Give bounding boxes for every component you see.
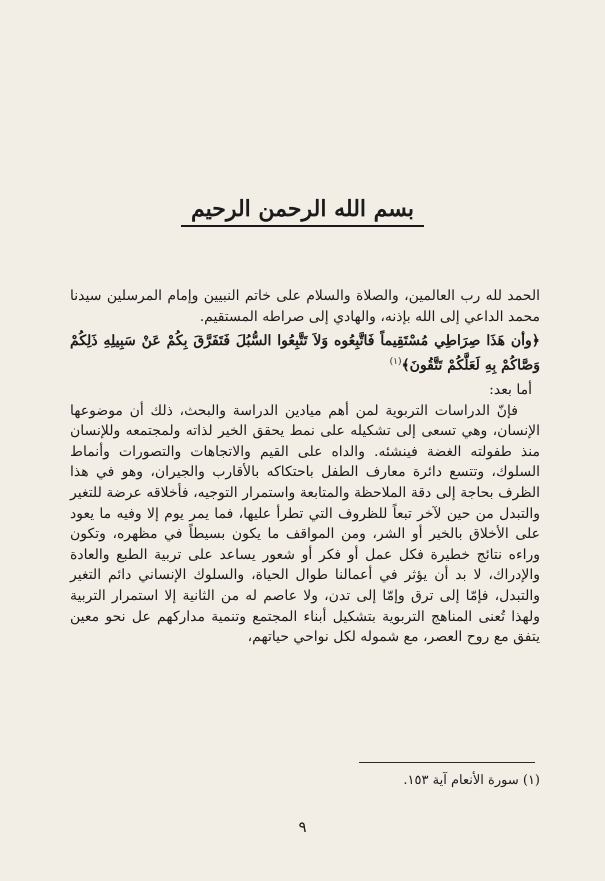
- basmala-text: بسم الله الرحمن الرحيم: [181, 196, 424, 227]
- quran-verse: [70, 331, 540, 376]
- amma-baad: أما بعد:: [489, 382, 532, 399]
- footnote-divider: [359, 762, 535, 763]
- basmala-heading: [0, 196, 605, 227]
- verse-text: ﴿وأن هَذَا صِرَاطِي مُسْتَقِيماً فَاتَّبِعُوه وَلاَ تَتَّبِعُوا السُّبُلَ فَتَفَرَّقَ بِكُمْ عَنْ سَبِيلِهِ ذَلِكُمْ وَصَّاكُمْ بِهِ لَعَلَّكُمْ تَتَّقُونَ﴾: [70, 333, 540, 374]
- intro-line-1: الحمد لله رب العالمين، والصلاة والسلام على خاتم النبيين وإمام المرسلين: [106, 288, 541, 304]
- footnote: (١) سورة الأنعام آية ١٥٣.: [403, 773, 540, 788]
- body-text: [70, 286, 540, 648]
- intro-line-2: سيدنا محمد الداعي إلى الله بإذنه، والهادي إلى صراطه المستقيم.: [70, 288, 540, 325]
- footnote-ref: (١): [389, 356, 402, 367]
- main-paragraph: فإنّ الدراسات التربوية لمن أهم ميادين الدراسة والبحث، ذلك أن موضوعها الإنسان، وهي تسعى إلى تشكيله على نمط يحقق الخير لذاته ولمجتمعه وللإنسان منذ طفولته الغضة فينشئه. والداه على القيم والاتجاهات والتصورات وأنماط السلوك، وتتسع دائرة معارف الطفل باحتكاكه بالأقارب والجيران، وهو في هذا الظرف بحاجة إلى دقة الملاحظة والمتابعة واستمرار التوجيه، فأخلاقه عرضة للتغير والتبدل من حين لآخر تبعاً للظروف التي تطرأ عليها، فما يمر يوم إلا وفيه ما يعود على الأخلاق بالخير أو الشر، ومن المواقف ما يكون بسيطاً في مظهره، وتكون وراءه نتائج خطيرة فكل عمل أو فكر أو شعور يساعد على تربية الطبع والعادة والإدراك، لا بد أن يؤثر في أعمالنا طوال الحياة، والسلوك الإنساني دائم التغير والتبدل، فإمّا إلى ترق وإمّا إلى تدن، ولا عاصم له من الثانية إلا استمرار التربية ولهذا تُعنى المناهج التربوية بتشكيل أبناء المجتمع وتنمية مداركهم عل نحو معين يتفق مع روح العصر، مع شموله لكل نواحي حياتهم،: [70, 402, 540, 646]
- intro-paragraph: [70, 286, 540, 327]
- page-number: ٩: [298, 818, 307, 836]
